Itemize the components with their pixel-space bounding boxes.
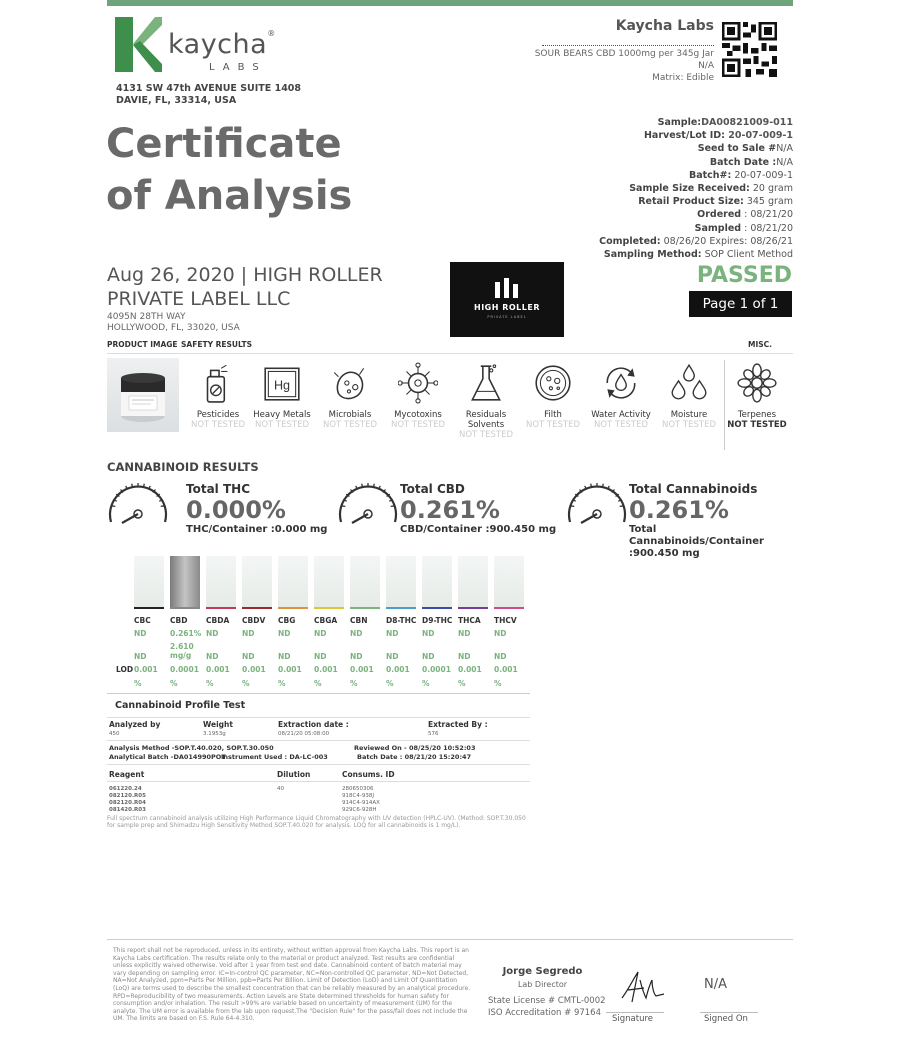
chart-bar-fill: [170, 556, 200, 608]
safety-status: NOT TESTED: [322, 420, 377, 430]
summary-value: 0.000%: [186, 496, 286, 524]
safety-status: NOT TESTED: [390, 420, 445, 430]
unit-label: %: [314, 679, 322, 688]
unit-label: %: [278, 679, 286, 688]
pct-value: ND: [350, 629, 363, 638]
summary-sub: THC/Container :0.000 mg: [186, 524, 328, 535]
lod-value: 0.001: [350, 665, 374, 674]
disclaimer: This report shall not be reproduced, unless in its entirety, without written approval from Kaycha Labs. This report is an Kaycha Labs certification. The results relate only to the material or product analyzed. Test results are confidential unless explicitly waived otherwise. Void after 1 year from test end date. Cannabinoid content of batch material may vary depending on sampling error. IC=In-control QC parameter, NC=Non-controlled QC parameter, ND=Not Detected, NA=Not Analyzed, ppm=Parts Per Million, ppb=Parts Per Billion. Limit of Detection (LoD) and Limit Of Quantitation (LoQ) are terms used to describe the smallest concentration that can be reliably measured by an analytical procedure. RPD=Reproducibility of two measurements. Action Levels are State determined thresholds for human safety for consumption and/or inhalation. The result >99% are variable based on uncertainty of measurement (UM) for the analyte. The UM error is available from the lab upon request.The "Decision Rule" for the pass/fail does not include the UM. The limits are based on F.S. Rule 64-4.310.: [113, 947, 471, 1023]
client-logo-sub: PRIVATE LABEL: [487, 315, 527, 319]
sample-info-row: [599, 182, 793, 195]
reagent-id: 061220.24: [109, 786, 142, 792]
summary-sub: Total Cannabinoids/Container :900.450 mg: [629, 524, 764, 559]
sample-info-row: [599, 248, 793, 261]
instrument-used: Instrument Used : DA-LC-003: [221, 753, 328, 761]
license-info: State License # CMTL-0002 ISO Accreditation # 97164: [488, 996, 606, 1018]
safety-name: Residuals Solvents: [465, 410, 507, 430]
chart-bar-thcv: [494, 556, 524, 608]
sample-info-label: Sampling Method:: [603, 249, 702, 261]
unit-label: %: [134, 679, 142, 688]
pct-value: ND: [314, 629, 327, 638]
tick-label: D9-THC: [422, 616, 453, 625]
petri-dish-icon: [533, 362, 573, 404]
consums-id: 280650306: [342, 786, 374, 792]
reagent-id: 082120.R05: [109, 793, 146, 799]
lod-value: 0.001: [134, 665, 158, 674]
top-accent-bar: [107, 0, 793, 6]
microbe-icon: [330, 362, 370, 404]
product-image: [107, 358, 179, 432]
chart-bar-base: [134, 607, 164, 609]
lod-value: 0.001: [494, 665, 518, 674]
tick-label: CBDA: [206, 616, 230, 625]
unit-label: %: [206, 679, 214, 688]
chart-bar-base: [206, 607, 236, 609]
flower-icon: [737, 362, 777, 404]
extraction-date-label: Extraction date :: [278, 720, 349, 729]
method-footnote: Full spectrum cannabinoid analysis utilizing High Performance Liquid Chromatography with UV detection (HPLC-UV). (Method: SOP.T.30.050 for sample prep and Shimadzu High Sensitivity Method SOP.T.40.020 for analysis. LOQ for all cannabinoids is 1 mg/L).: [107, 815, 526, 829]
mg-value: ND: [350, 652, 363, 661]
consums-label: Consums. ID: [342, 770, 395, 779]
unit-label: %: [170, 679, 178, 688]
section-cannabinoid-results: CANNABINOID RESULTS: [107, 460, 259, 474]
tick-label: D8-THC: [386, 616, 417, 625]
tick-label: CBN: [350, 616, 368, 625]
sample-info: [599, 116, 793, 261]
logo-wordmark: kaycha®: [168, 29, 276, 60]
divider: [107, 353, 793, 354]
page-indicator: Page 1 of 1: [689, 291, 792, 317]
mg-value: ND: [242, 652, 255, 661]
sample-info-row: [599, 142, 793, 155]
svg-text:Hg: Hg: [273, 378, 291, 393]
extracted-by-value: 576: [428, 731, 439, 737]
pct-value: ND: [242, 629, 255, 638]
extraction-date-value: 08/21/20 05:08:00: [278, 731, 330, 737]
chart-bar-base: [170, 607, 200, 609]
sample-info-value: DA00821009-011: [701, 117, 793, 128]
reagent-label: Reagent: [109, 770, 145, 779]
safety-name: Mycotoxins: [394, 410, 442, 420]
analyzed-by-label: Analyzed by: [109, 720, 161, 729]
chart-bar-d8-thc: [386, 556, 416, 608]
divider: [107, 781, 530, 782]
mg-value: ND: [278, 652, 291, 661]
water-cycle-icon: [601, 362, 641, 404]
sample-info-label: Batch#:: [688, 169, 732, 181]
mg-value: ND: [494, 652, 507, 661]
pct-value: ND: [422, 629, 435, 638]
chart-bar-base: [422, 607, 452, 609]
safety-item: [381, 362, 455, 430]
safety-name: Pesticides: [196, 410, 240, 420]
status-badge: PASSED: [696, 263, 792, 288]
sample-info-row: [599, 235, 793, 248]
analytical-batch: Analytical Batch -DA014990POT: [109, 753, 226, 761]
flask-icon: [466, 362, 506, 404]
unit-label: %: [386, 679, 394, 688]
mg-value: ND: [314, 652, 327, 661]
safety-name: Terpenes: [737, 410, 777, 420]
summary-block: [629, 482, 789, 560]
safety-item: [584, 362, 658, 430]
virus-icon: [398, 362, 438, 404]
signed-on-line: [700, 1012, 758, 1013]
sample-info-label: Sample:: [657, 117, 702, 128]
tick-label: CBC: [134, 616, 151, 625]
chart-bar-d9-thc: [422, 556, 452, 608]
sample-info-value: N/A: [776, 143, 793, 155]
client-logo: [450, 262, 564, 337]
safety-name: Moisture: [670, 410, 708, 420]
safety-name: Filth: [544, 410, 562, 420]
unit-label: %: [350, 679, 358, 688]
lod-value: 0.001: [386, 665, 410, 674]
client-address: 4095N 28TH WAY HOLLYWOOD, FL, 33020, USA: [107, 312, 240, 333]
sample-info-label: Seed to Sale #: [697, 143, 777, 155]
consums-id: 914C4-914AX: [342, 800, 380, 806]
weight-value: 3.1953g: [203, 731, 226, 737]
lod-label: LOD: [116, 665, 134, 674]
sample-info-value: SOP Client Method: [701, 249, 793, 261]
sample-info-value: : 08/21/20: [741, 222, 793, 234]
sample-info-row: [599, 129, 793, 142]
page-title: Certificate of Analysis: [106, 121, 353, 219]
analysis-method: Analysis Method -SOP.T.40.020, SOP.T.30.050: [109, 744, 274, 752]
droplets-icon: [669, 362, 709, 404]
lab-address: 4131 SW 47th AVENUE SUITE 1408 DAVIE, FL, 33314, USA: [116, 83, 302, 106]
client-name: Aug 26, 2020 | HIGH ROLLER PRIVATE LABEL LLC: [107, 264, 383, 310]
sample-info-value: 08/26/20 Expires: 08/26/21: [660, 235, 793, 247]
product-description: SOUR BEARS CBD 1000mg per 345g Jar N/A Matrix: Edible: [534, 49, 714, 83]
dilution-value: 40: [277, 786, 284, 792]
chart-bar-base: [458, 607, 488, 609]
chart-bar-cbd: [170, 556, 200, 608]
weight-label: Weight: [203, 720, 233, 729]
lod-value: 0.001: [206, 665, 230, 674]
chart-bar-cbga: [314, 556, 344, 608]
sample-info-label: Harvest/Lot ID:: [643, 130, 725, 142]
mg-value: ND: [458, 652, 471, 661]
director-title: Lab Director: [517, 980, 568, 989]
safety-item: [720, 362, 794, 430]
summary-block: [400, 482, 556, 536]
mg-value: ND: [134, 652, 147, 661]
sample-info-label: Sampled: [694, 222, 742, 234]
chart-bar-cbg: [278, 556, 308, 608]
profile-title: Cannabinoid Profile Test: [115, 700, 246, 711]
sample-info-row: [599, 156, 793, 169]
sample-info-value: 20-07-009-1: [724, 130, 793, 142]
gauge-icon: [337, 482, 399, 530]
chart-bar-cbdv: [242, 556, 272, 608]
reagent-id: 081420.R03: [109, 807, 146, 813]
safety-item: [449, 362, 523, 440]
divider: [107, 764, 530, 765]
chart-bar-base: [242, 607, 272, 609]
chart-bar-base: [314, 607, 344, 609]
spray-bottle-icon: [198, 362, 238, 404]
divider: [542, 45, 714, 46]
chart-bar-base: [350, 607, 380, 609]
section-safety-results: SAFETY RESULTS: [181, 340, 253, 349]
lab-name: Kaycha Labs: [615, 18, 714, 34]
hg-icon: [262, 362, 302, 404]
logo-sub: LABS: [209, 62, 267, 73]
lod-value: 0.001: [314, 665, 338, 674]
pct-value: 0.261%: [170, 629, 202, 638]
analyzed-by-value: 450: [109, 731, 120, 737]
pct-value: ND: [134, 629, 147, 638]
divider: [107, 740, 530, 741]
signed-on-value: N/A: [704, 977, 727, 992]
lod-value: 0.0001: [170, 665, 199, 674]
summary-sub: CBD/Container :900.450 mg: [400, 524, 557, 535]
section-misc: MISC.: [748, 340, 773, 349]
extracted-by-label: Extracted By :: [428, 720, 488, 729]
safety-status: NOT TESTED: [661, 420, 716, 430]
sample-info-label: Ordered: [697, 209, 742, 221]
reagent-id: 082120.R04: [109, 800, 146, 806]
kaycha-logo-icon: [115, 17, 162, 72]
pct-value: ND: [206, 629, 219, 638]
sample-info-label: Retail Product Size:: [638, 196, 744, 208]
sample-info-value: : 08/21/20: [741, 209, 793, 221]
mg-value: 2.610 mg/g: [170, 642, 194, 660]
gauge-icon: [107, 482, 169, 530]
summary-block: [186, 482, 327, 536]
client-logo-text: HIGH ROLLER: [474, 303, 540, 312]
safety-status: NOT TESTED: [458, 430, 513, 440]
qr-code-icon[interactable]: [722, 22, 777, 77]
pct-value: ND: [458, 629, 471, 638]
sample-info-label: Batch Date :: [709, 156, 777, 168]
batch-date: Batch Date : 08/21/20 15:20:47: [357, 753, 472, 761]
divider: [107, 717, 530, 718]
pct-value: ND: [278, 629, 291, 638]
chart-bar-base: [386, 607, 416, 609]
safety-status: NOT TESTED: [525, 420, 580, 430]
pct-value: ND: [386, 629, 399, 638]
safety-name: Microbials: [328, 410, 372, 420]
tick-label: CBGA: [314, 616, 338, 625]
lod-value: 0.001: [242, 665, 266, 674]
reviewed-on: Reviewed On - 08/25/20 10:52:03: [354, 744, 476, 752]
tick-label: THCV: [494, 616, 517, 625]
jar-icon: [107, 358, 179, 432]
chart-bar-cbda: [206, 556, 236, 608]
safety-status: NOT TESTED: [190, 420, 245, 430]
safety-status: NOT TESTED: [593, 420, 648, 430]
consums-id: 929C6-928H: [342, 807, 377, 813]
unit-label: %: [422, 679, 430, 688]
summary-title: Total THC: [186, 482, 250, 496]
safety-name: Water Activity: [591, 410, 651, 420]
tick-label: CBD: [170, 616, 188, 625]
divider: [107, 693, 530, 694]
sample-info-value: N/A: [776, 156, 793, 168]
section-product-image: PRODUCT IMAGE: [107, 340, 178, 349]
safety-name: Heavy Metals: [253, 410, 311, 420]
tick-label: CBG: [278, 616, 296, 625]
sample-info-row: [599, 208, 793, 221]
mg-value: ND: [206, 652, 219, 661]
safety-item: [652, 362, 726, 430]
signature-line: [606, 1012, 664, 1013]
pct-value: ND: [494, 629, 507, 638]
tick-label: CBDV: [242, 616, 266, 625]
sample-info-row: [599, 222, 793, 235]
gauge-icon: [566, 482, 628, 530]
safety-item: [245, 362, 319, 430]
sample-info-row: [599, 116, 793, 129]
safety-status: NOT TESTED: [727, 420, 787, 430]
director-name: Jorge Segredo: [502, 966, 583, 977]
sample-info-value: 20 gram: [749, 183, 793, 195]
safety-item: [313, 362, 387, 430]
summary-value: 0.261%: [629, 496, 729, 524]
summary-value: 0.261%: [400, 496, 500, 524]
unit-label: %: [242, 679, 250, 688]
sample-info-value: 345 gram: [743, 196, 793, 208]
sample-info-label: Sample Size Received:: [629, 183, 750, 195]
dilution-label: Dilution: [277, 770, 311, 779]
sample-info-label: Completed:: [599, 235, 661, 247]
lod-value: 0.001: [458, 665, 482, 674]
signature-label: Signature: [612, 1014, 654, 1024]
summary-title: Total Cannabinoids: [629, 482, 758, 496]
tick-label: THCA: [458, 616, 481, 625]
chart-bar-base: [494, 607, 524, 609]
safety-item: [516, 362, 590, 430]
mg-value: ND: [422, 652, 435, 661]
signed-on-label: Signed On: [704, 1014, 748, 1024]
chart-bar-base: [278, 607, 308, 609]
divider: [107, 939, 793, 940]
lod-value: 0.001: [278, 665, 302, 674]
unit-label: %: [458, 679, 466, 688]
lod-value: 0.0001: [422, 665, 451, 674]
safety-status: NOT TESTED: [254, 420, 309, 430]
sample-info-row: [599, 195, 793, 208]
mg-value: ND: [386, 652, 399, 661]
unit-label: %: [494, 679, 502, 688]
summary-title: Total CBD: [400, 482, 465, 496]
sample-info-value: 20-07-009-1: [731, 169, 793, 181]
sample-info-row: [599, 169, 793, 182]
divider: [724, 360, 725, 450]
safety-item: [181, 362, 255, 430]
consums-id: 918C4-938J: [342, 793, 374, 799]
chart-bar-cbn: [350, 556, 380, 608]
chart-bar-cbc: [134, 556, 164, 608]
chart-bar-thca: [458, 556, 488, 608]
signature-image: [618, 968, 668, 1008]
high-roller-bars-icon: [495, 278, 519, 298]
